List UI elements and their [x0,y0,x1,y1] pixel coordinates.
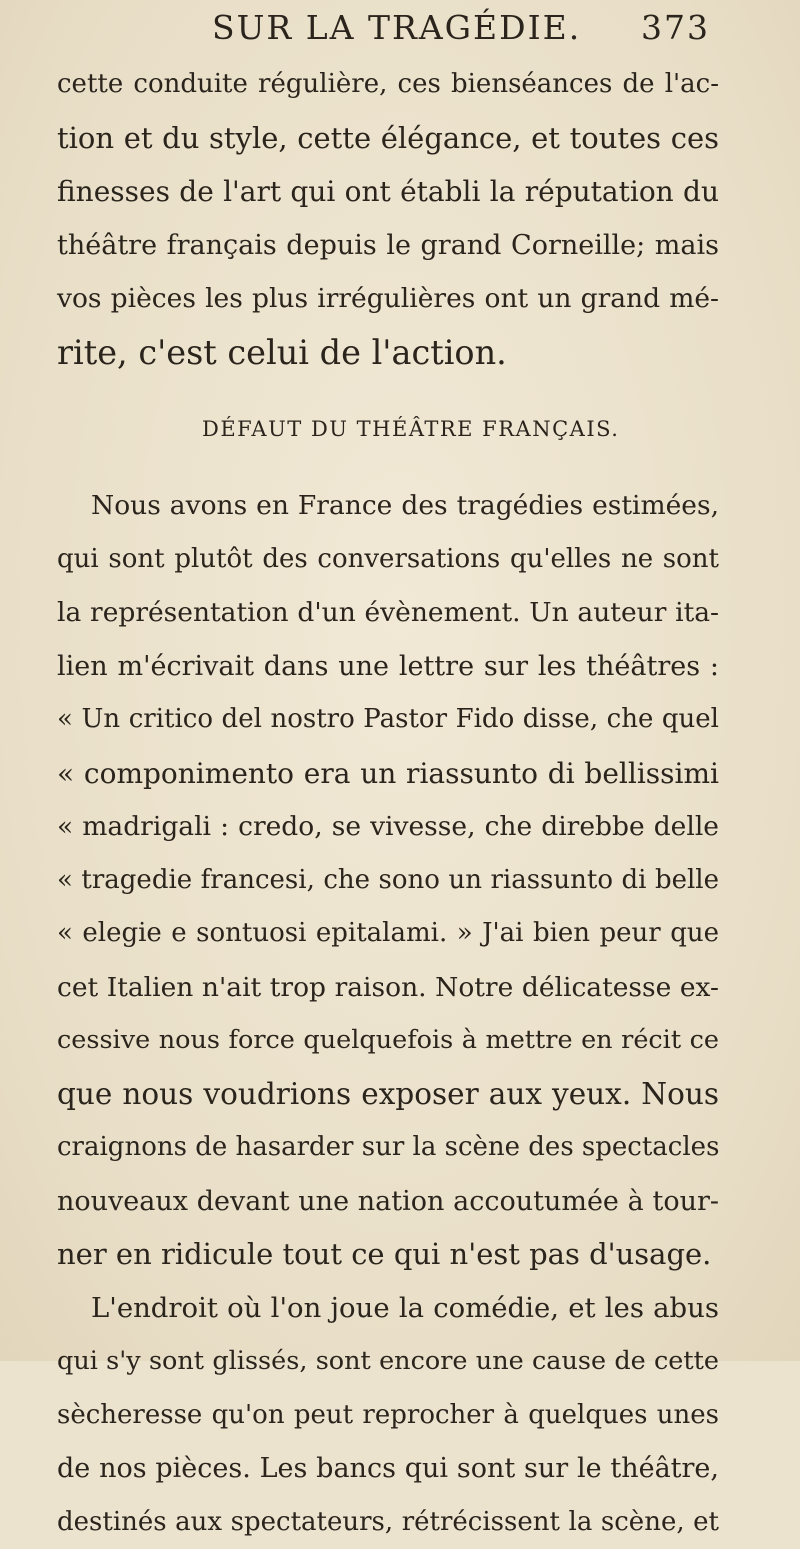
text-line: cet Italien n'ait trop raison. Notre délicatesse ex- [57,961,719,1015]
text-line: la représentation d'un évènement. Un auteur ita- [57,586,719,640]
text-line: destinés aux spectateurs, rétrécissent la scène, et [57,1496,719,1549]
section-heading: DÉFAUT DU THÉÂTRE FRANÇAIS. [57,379,719,479]
text-line: nouveaux devant une nation accoutumée à tour- [57,1175,719,1229]
page-number: 373 [641,8,710,47]
text-line: Nous avons en France des tragédies estimées, [57,479,719,533]
running-head [212,8,710,48]
text-line: rite, c'est celui de l'action. [57,326,719,380]
text-line: « elegie e sontuosi epitalami. » J'ai bien peur que [57,907,719,961]
text-line: que nous voudrions exposer aux yeux. Nous [57,1068,719,1122]
running-title: SUR LA TRAGÉDIE. [212,8,581,47]
paragraph-intro [57,58,719,379]
text-line: tion et du style, cette élégance, et toutes ces [57,112,719,166]
text-block [57,58,719,1549]
text-line: cessive nous force quelquefois à mettre en récit ce [57,1014,719,1068]
text-line: finesses de l'art qui ont établi la réputation du [57,165,719,219]
paragraph-main [57,479,719,1282]
text-line: craignons de hasarder sur la scène des spectacles [57,1121,719,1175]
text-line: cette conduite régulière, ces bienséances de l'ac- [57,58,719,112]
text-line: théâtre français depuis le grand Corneille; mais [57,219,719,273]
text-line: « componimento era un riassunto di bellissimi [57,747,719,801]
text-line: L'endroit où l'on joue la comédie, et les abus [57,1282,719,1336]
text-line: « tragedie francesi, che sono un riassunto di belle [57,854,719,908]
text-line: vos pièces les plus irrégulières ont un grand mé- [57,272,719,326]
text-line: sècheresse qu'on peut reprocher à quelques unes [57,1389,719,1443]
paragraph-last [57,1282,719,1549]
text-line: « Un critico del nostro Pastor Fido disse, che quel [57,693,719,747]
text-line: lien m'écrivait dans une lettre sur les théâtres : [57,640,719,694]
text-line: « madrigali : credo, se vivesse, che direbbe delle [57,800,719,854]
text-line: ner en ridicule tout ce qui n'est pas d'usage. [57,1228,719,1282]
text-line: de nos pièces. Les bancs qui sont sur le théâtre, [57,1442,719,1496]
text-line: qui sont plutôt des conversations qu'elles ne sont [57,533,719,587]
text-line: qui s'y sont glissés, sont encore une cause de cette [57,1335,719,1389]
